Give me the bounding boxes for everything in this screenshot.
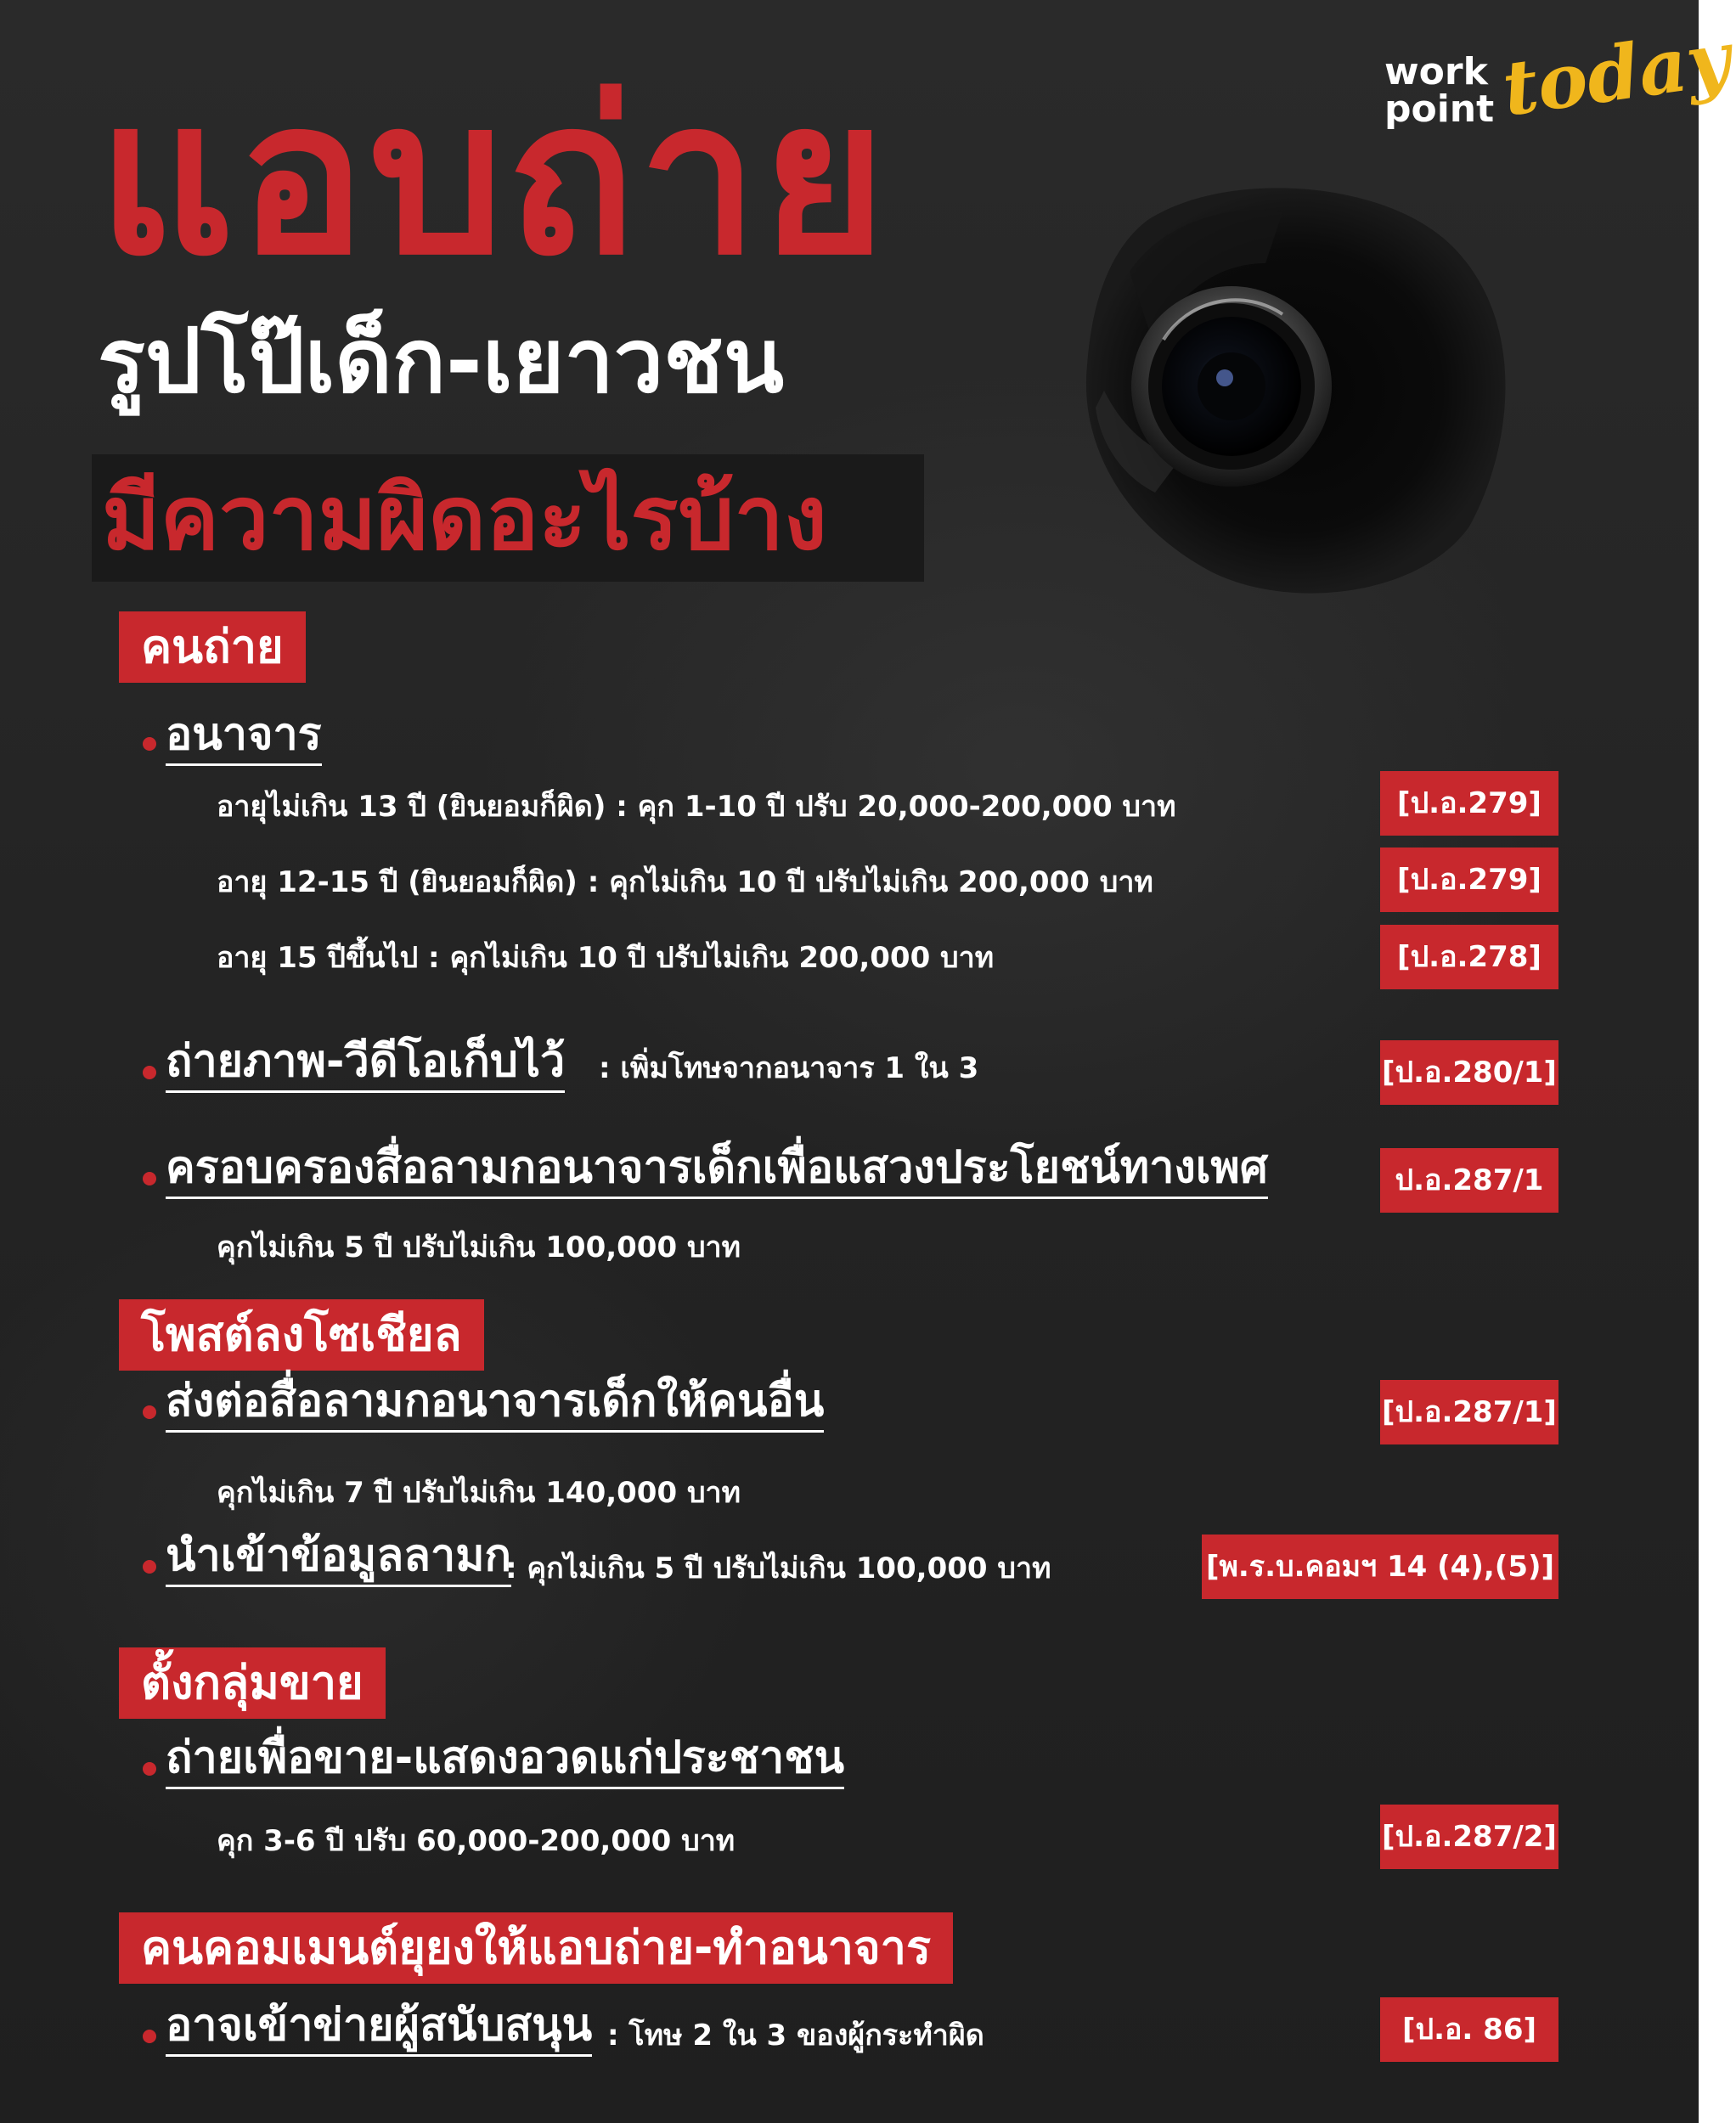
- ref-badge-possess: ป.อ.287/1: [1380, 1148, 1558, 1213]
- item-record-label: ถ่ายภาพ-วีดีโอเก็บไว้: [166, 1036, 565, 1093]
- peephole-camera-icon: [1028, 170, 1537, 611]
- main-title: แอบถ่าย: [98, 54, 890, 301]
- item-sell-penalty: คุก 3-6 ปี ปรับ 60,000-200,000 บาท: [217, 1824, 736, 1858]
- item-forward-penalty: คุกไม่เกิน 7 ปี ปรับไม่เกิน 140,000 บาท: [217, 1476, 741, 1510]
- item-upload: [166, 1526, 511, 1585]
- section-header-photographer: คนถ่าย: [119, 611, 306, 683]
- ref-badge-upload: [พ.ร.บ.คอมฯ 14 (4),(5)]: [1202, 1535, 1558, 1599]
- item-record-penalty: : เพิ่มโทษจากอนาจาร 1 ใน 3: [599, 1051, 979, 1085]
- item-sell-label: ถ่ายเพื่อขาย-แสดงอวดแก่ประชาชน: [166, 1732, 844, 1789]
- item-record: [166, 1032, 565, 1091]
- sub-title: รูปโป๊เด็ก-เยาวชน: [98, 309, 784, 413]
- bullet-icon: [143, 737, 156, 751]
- logo-today-text: today: [1496, 14, 1736, 133]
- item-forward: [166, 1371, 824, 1431]
- workpoint-today-logo: [1384, 14, 1736, 166]
- item-comment-penalty: : โทษ 2 ใน 3 ของผู้กระทำผิด: [607, 2019, 984, 2053]
- ref-badge-record: [ป.อ.280/1]: [1380, 1040, 1558, 1105]
- bullet-icon: [143, 1405, 156, 1419]
- ref-badge-obscenity-3: [ป.อ.278]: [1380, 925, 1558, 989]
- bullet-icon: [143, 1762, 156, 1776]
- logo-work-text: work: [1384, 50, 1488, 93]
- item-possess: [166, 1138, 1268, 1197]
- item-upload-label: นำเข้าข้อมูลลามก: [166, 1530, 511, 1587]
- obscenity-row-3: อายุ 15 ปีขึ้นไป : คุกไม่เกิน 10 ปี ปรับไม่เกิน 200,000 บาท: [217, 941, 995, 975]
- item-obscenity: [166, 705, 322, 764]
- item-obscenity-label: อนาจาร: [166, 709, 322, 766]
- logo-point-text: point: [1384, 87, 1495, 131]
- question-title: มีความผิดอะไรบ้าง: [102, 466, 827, 570]
- item-possess-label: ครอบครองสื่อลามกอนาจารเด็กเพื่อแสวงประโยชน์ทางเพศ: [166, 1142, 1268, 1199]
- item-comment-label: อาจเข้าข่ายผู้สนับสนุน: [166, 2000, 592, 2057]
- bullet-icon: [143, 1172, 156, 1185]
- item-possess-penalty: คุกไม่เกิน 5 ปี ปรับไม่เกิน 100,000 บาท: [217, 1230, 741, 1264]
- item-sell: [166, 1728, 844, 1788]
- ref-badge-obscenity-1: [ป.อ.279]: [1380, 771, 1558, 836]
- obscenity-row-1: อายุไม่เกิน 13 ปี (ยินยอมก็ผิด) : คุก 1-10 ปี ปรับ 20,000-200,000 บาท: [217, 790, 1176, 824]
- ref-badge-sell: [ป.อ.287/2]: [1380, 1805, 1558, 1869]
- section-header-comment: คนคอมเมนต์ยุยงให้แอบถ่าย-ทำอนาจาร: [119, 1912, 953, 1984]
- ref-badge-forward: [ป.อ.287/1]: [1380, 1380, 1558, 1444]
- bullet-icon: [143, 2030, 156, 2043]
- section-header-sell: ตั้งกลุ่มขาย: [119, 1647, 386, 1719]
- item-forward-label: ส่งต่อสื่อลามกอนาจารเด็กให้คนอื่น: [166, 1376, 824, 1433]
- item-comment: [166, 1996, 592, 2055]
- item-upload-penalty: : คุกไม่เกิน 5 ปี ปรับไม่เกิน 100,000 บาท: [505, 1551, 1051, 1585]
- bullet-icon: [143, 1560, 156, 1574]
- ref-badge-obscenity-2: [ป.อ.279]: [1380, 848, 1558, 912]
- section-header-social: โพสต์ลงโซเชียล: [119, 1299, 484, 1371]
- obscenity-row-2: อายุ 12-15 ปี (ยินยอมก็ผิด) : คุกไม่เกิน 10 ปี ปรับไม่เกิน 200,000 บาท: [217, 865, 1153, 899]
- ref-badge-comment: [ป.อ. 86]: [1380, 1997, 1558, 2062]
- bullet-icon: [143, 1066, 156, 1079]
